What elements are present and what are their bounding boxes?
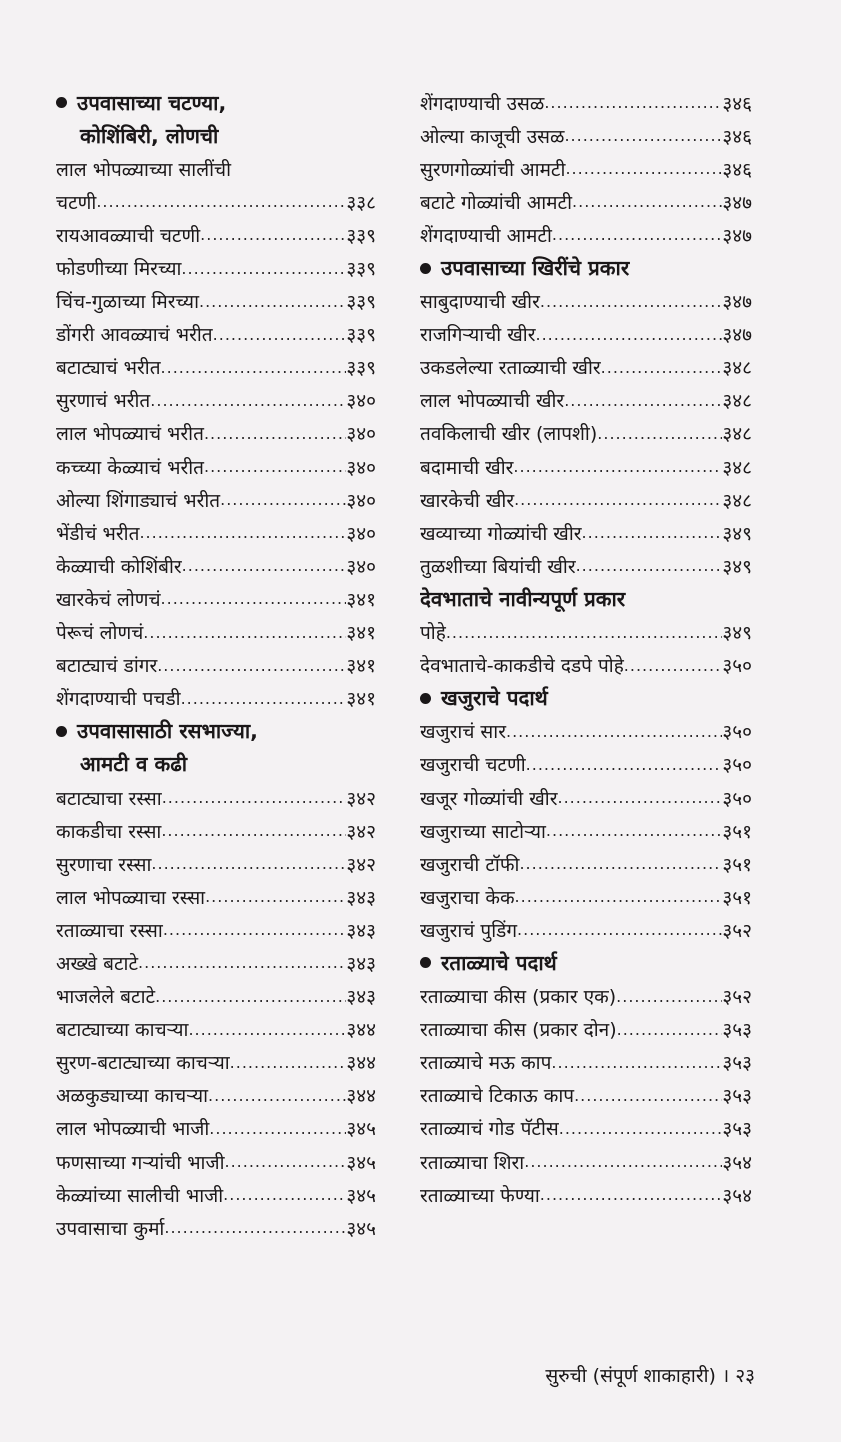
dot-leader	[576, 556, 723, 575]
toc-page-number: ३५१	[722, 886, 752, 909]
dot-leader	[565, 159, 722, 178]
toc-page-number: ३३९	[346, 324, 376, 347]
page-footer: सुरुची (संपूर्ण शाकाहारी) । २३	[545, 1365, 755, 1387]
section-heading-text: उपवासासाठी रसभाज्या,	[77, 719, 258, 744]
toc-entry-name: रताळ्याच्या फेण्या	[420, 1184, 540, 1207]
toc-entry-name: खजुराची टॉफी	[420, 853, 520, 876]
dot-leader	[204, 424, 346, 443]
toc-page-number: ३५४	[722, 1151, 752, 1174]
dot-leader	[557, 788, 722, 807]
toc-entry	[420, 218, 752, 251]
toc-entry	[420, 847, 752, 880]
toc-entry-name: ओल्या काजूची उसळ	[420, 125, 565, 148]
toc-entry-name: काकडीचा रस्सा	[56, 820, 162, 843]
toc-entry-name: रताळ्याचं गोड पॅटीस	[420, 1118, 559, 1141]
toc-entry	[56, 185, 376, 218]
toc-page-number: ३५०	[722, 655, 752, 678]
dot-leader	[161, 358, 347, 377]
section-heading	[56, 86, 376, 119]
toc-page-number: ३४१	[346, 688, 376, 711]
toc-page-number: ३५३	[722, 1019, 752, 1042]
toc-entry-name: बदामाची खीर	[420, 456, 514, 479]
toc-page-number: ३५४	[722, 1184, 752, 1207]
bullet-icon	[420, 693, 431, 704]
section-heading	[420, 946, 752, 979]
toc-page-number: ३४८	[722, 390, 752, 413]
dot-leader	[199, 292, 346, 311]
toc-page-number: ३४०	[346, 423, 376, 446]
toc-entry-name: सुरण-बटाट्याच्या काचऱ्या	[56, 1052, 230, 1075]
toc-page-number: ३४०	[346, 522, 376, 545]
toc-entry-name: खजुराच्या साटोऱ्या	[420, 820, 546, 843]
toc-entry	[56, 516, 376, 549]
toc-entry-name: बटाट्याचं डांगर	[56, 655, 158, 678]
dot-leader	[540, 1185, 723, 1204]
dot-leader	[155, 987, 346, 1006]
bullet-icon	[420, 263, 431, 274]
section-heading-text: खजुराचे पदार्थ	[441, 686, 548, 711]
dot-leader	[143, 623, 346, 642]
toc-page-number: ३५०	[722, 787, 752, 810]
dot-leader	[564, 391, 722, 410]
toc-page-number: ३३८	[346, 191, 376, 214]
toc-entry	[56, 450, 376, 483]
section-heading	[56, 119, 376, 152]
toc-entry	[420, 516, 752, 549]
toc-page-number: ३४१	[346, 655, 376, 678]
toc-entry	[56, 218, 376, 251]
toc-entry-name: रताळ्याचे मऊ काप	[420, 1052, 552, 1075]
dot-leader	[181, 689, 347, 708]
toc-entry	[420, 549, 752, 582]
toc-entry-name: रताळ्याचा शिरा	[420, 1151, 525, 1174]
toc-entry-name: पेरूचं लोणचं	[56, 622, 144, 645]
toc-entry	[420, 483, 752, 516]
dot-leader	[163, 920, 347, 939]
toc-entry	[56, 1112, 376, 1145]
dot-leader	[519, 854, 722, 873]
dot-leader	[223, 1185, 346, 1204]
dot-leader	[157, 656, 346, 675]
toc-page-number: ३४३	[346, 952, 376, 975]
toc-entry	[420, 318, 752, 351]
toc-entry-name: उपवासाचा कुर्मा	[56, 1217, 165, 1240]
toc-text: लाल भोपळ्याच्या सालींची	[56, 158, 232, 181]
toc-text-line	[56, 152, 376, 185]
toc-entry-name: खारकेचं लोणचं	[56, 588, 161, 611]
toc-entry-name: सुरणगोळ्यांची आमटी	[420, 158, 566, 181]
toc-page-number: ३४९	[722, 622, 752, 645]
toc-entry	[56, 1211, 376, 1244]
toc-entry	[420, 781, 752, 814]
toc-entry-name: पोहे	[420, 622, 446, 645]
dot-leader	[559, 1119, 723, 1138]
toc-page-number: ३४०	[346, 555, 376, 578]
toc-entry	[420, 748, 752, 781]
dot-leader	[514, 490, 722, 509]
dot-leader	[213, 325, 347, 344]
dot-leader	[150, 391, 346, 410]
toc-entry	[56, 549, 376, 582]
dot-leader	[544, 93, 722, 112]
toc-entry-name: लाल भोपळ्याचं भरीत	[56, 423, 204, 446]
toc-entry-name: तवकिलाची खीर (लापशी)	[420, 423, 598, 446]
toc-entry	[420, 1079, 752, 1112]
toc-entry	[56, 318, 376, 351]
toc-page-number: ३४१	[346, 588, 376, 611]
toc-page-number: ३५३	[722, 1085, 752, 1108]
dot-leader	[552, 225, 722, 244]
bullet-icon	[56, 726, 67, 737]
dot-leader	[535, 325, 722, 344]
dot-leader	[138, 953, 346, 972]
toc-page-number: ३४७	[722, 324, 752, 347]
toc-entry	[420, 119, 752, 152]
section-heading-text: रताळ्याचे पदार्थ	[441, 950, 557, 975]
toc-entry-name: बटाट्याचं भरीत	[56, 357, 161, 380]
toc-page-number: ३४२	[346, 820, 376, 843]
dot-leader	[230, 1053, 347, 1072]
toc-entry	[420, 351, 752, 384]
toc-entry	[420, 450, 752, 483]
toc-entry	[56, 1046, 376, 1079]
toc-entry-name: राजगिऱ्याची खीर	[420, 324, 536, 347]
toc-entry	[420, 417, 752, 450]
dot-leader	[181, 259, 346, 278]
toc-entry	[420, 880, 752, 913]
toc-page-number: ३४८	[722, 456, 752, 479]
dot-leader	[225, 1152, 347, 1171]
toc-entry-name: देवभाताचे-काकडीचे दडपे पोहे	[420, 655, 624, 678]
toc-entry-name: अख्खे बटाटे	[56, 952, 139, 975]
dot-leader	[506, 722, 722, 741]
toc-entry	[420, 1112, 752, 1145]
toc-entry	[56, 682, 376, 715]
dot-leader	[96, 192, 346, 211]
toc-right-column	[420, 86, 752, 1211]
toc-entry-name: केळ्यांच्या सालीची भाजी	[56, 1184, 224, 1207]
toc-page-number: ३५२	[722, 986, 752, 1009]
toc-entry	[56, 649, 376, 682]
toc-entry	[420, 980, 752, 1013]
toc-page-number: ३४४	[346, 1085, 376, 1108]
dot-leader	[182, 556, 347, 575]
toc-entry	[420, 384, 752, 417]
toc-entry	[56, 1013, 376, 1046]
dot-leader	[601, 358, 723, 377]
toc-entry-name: चटणी	[56, 191, 97, 214]
dot-leader	[526, 755, 723, 774]
toc-entry-name: अळकुड्याच्या काचऱ्या	[56, 1085, 209, 1108]
toc-entry	[56, 251, 376, 284]
section-heading-text: देवभाताचे नावीन्यपूर्ण प्रकार	[420, 586, 626, 611]
toc-entry	[56, 351, 376, 384]
toc-entry	[56, 946, 376, 979]
toc-entry-name: बटाट्याच्या काचऱ्या	[56, 1019, 189, 1042]
toc-entry-name: रताळ्याचा कीस (प्रकार एक)	[420, 986, 617, 1009]
toc-entry	[56, 1079, 376, 1112]
dot-leader	[574, 1086, 722, 1105]
toc-entry-name: खजुराचं सार	[420, 721, 506, 744]
toc-page-number: ३५३	[722, 1052, 752, 1075]
toc-page-number: ३४१	[346, 622, 376, 645]
section-heading	[56, 748, 376, 781]
dot-leader	[204, 457, 346, 476]
toc-entry-name: खजुराचा केक	[420, 886, 515, 909]
dot-leader	[515, 887, 723, 906]
dot-leader	[208, 1086, 346, 1105]
dot-leader	[200, 225, 346, 244]
toc-entry	[420, 285, 752, 318]
toc-page-number: ३४७	[722, 291, 752, 314]
toc-entry-name: भाजलेले बटाटे	[56, 986, 156, 1009]
dot-leader	[546, 821, 722, 840]
toc-entry-name: रायआवळ्याची चटणी	[56, 224, 201, 247]
toc-entry-name: बटाट्याचा रस्सा	[56, 787, 162, 810]
toc-entry	[420, 814, 752, 847]
toc-entry-name: खजूर गोळ्यांची खीर	[420, 787, 558, 810]
dot-leader	[139, 523, 346, 542]
toc-page-number: ३४३	[346, 919, 376, 942]
toc-entry-name: रताळ्याचे टिकाऊ काप	[420, 1085, 575, 1108]
dot-leader	[161, 589, 347, 608]
toc-entry	[56, 616, 376, 649]
dot-leader	[540, 292, 723, 311]
toc-left-column	[56, 86, 376, 1244]
toc-page-number: ३४५	[346, 1118, 376, 1141]
toc-page-number: ३४५	[346, 1184, 376, 1207]
toc-entry-name: उकडलेल्या रताळ्याची खीर	[420, 357, 601, 380]
toc-entry-name: शेंगदाण्याची आमटी	[420, 224, 552, 247]
toc-entry	[56, 285, 376, 318]
toc-entry	[56, 1145, 376, 1178]
toc-entry	[420, 616, 752, 649]
toc-page-number: ३४०	[346, 390, 376, 413]
dot-leader	[517, 920, 722, 939]
toc-entry-name: फोडणीच्या मिरच्या	[56, 258, 182, 281]
toc-page-number: ३५०	[722, 721, 752, 744]
toc-page-number: ३४६	[722, 125, 752, 148]
toc-entry	[56, 582, 376, 615]
dot-leader	[188, 1020, 346, 1039]
bullet-icon	[420, 957, 431, 968]
toc-entry-name: फणसाच्या गऱ्यांची भाजी	[56, 1151, 225, 1174]
toc-entry	[420, 1046, 752, 1079]
dot-leader	[524, 1152, 722, 1171]
section-heading	[420, 582, 752, 615]
toc-entry-name: खजुराची चटणी	[420, 754, 526, 777]
toc-page-number: ३४७	[722, 224, 752, 247]
toc-entry	[56, 980, 376, 1013]
dot-leader	[205, 887, 346, 906]
dot-leader	[220, 490, 346, 509]
toc-entry-name: ओल्या शिंगाड्याचं भरीत	[56, 489, 221, 512]
toc-entry	[56, 913, 376, 946]
dot-leader	[551, 1053, 722, 1072]
section-heading-text: उपवासाच्या खिरींचे प्रकार	[441, 256, 630, 281]
toc-page-number: ३३९	[346, 291, 376, 314]
toc-page-number: ३४४	[346, 1019, 376, 1042]
dot-leader	[161, 821, 346, 840]
toc-page-number: ३४०	[346, 489, 376, 512]
toc-page-number: ३४३	[346, 886, 376, 909]
section-heading-text: आमटी व कढी	[80, 752, 188, 777]
toc-entry-name: भेंडीचं भरीत	[56, 522, 140, 545]
dot-leader	[617, 1020, 723, 1039]
toc-entry-name: सुरणाचा रस्सा	[56, 853, 152, 876]
dot-leader	[624, 656, 723, 675]
toc-page-number: ३४०	[346, 456, 376, 479]
toc-page-number: ३४४	[346, 1052, 376, 1075]
dot-leader	[513, 457, 722, 476]
toc-entry-name: डोंगरी आवळ्याचं भरीत	[56, 324, 213, 347]
toc-entry	[420, 1178, 752, 1211]
toc-page-number: ३४७	[722, 191, 752, 214]
section-heading	[56, 715, 376, 748]
toc-page-number: ३५२	[722, 919, 752, 942]
toc-page-number: ३४८	[722, 423, 752, 446]
dot-leader	[164, 1218, 346, 1237]
toc-entry	[56, 1178, 376, 1211]
toc-entry	[420, 1145, 752, 1178]
toc-entry-name: तुळशीच्या बियांची खीर	[420, 555, 576, 578]
section-heading	[420, 682, 752, 715]
toc-entry-name: खारकेची खीर	[420, 489, 515, 512]
dot-leader	[616, 987, 722, 1006]
toc-entry-name: खजुराचं पुडिंग	[420, 919, 518, 942]
toc-entry	[56, 384, 376, 417]
toc-entry	[56, 417, 376, 450]
toc-entry-name: केळ्याची कोशिंबीर	[56, 555, 182, 578]
toc-entry	[420, 715, 752, 748]
section-heading-text: उपवासाच्या चटण्या,	[77, 90, 227, 115]
toc-entry	[420, 913, 752, 946]
dot-leader	[151, 854, 346, 873]
dot-leader	[597, 424, 722, 443]
toc-page-number: ३३९	[346, 357, 376, 380]
toc-entry-name: शेंगदाण्याची उसळ	[420, 92, 545, 115]
toc-page-number: ३५१	[722, 853, 752, 876]
toc-entry	[420, 649, 752, 682]
toc-entry	[420, 1013, 752, 1046]
toc-page-number: ३४६	[722, 158, 752, 181]
toc-entry	[56, 847, 376, 880]
toc-entry-name: लाल भोपळ्याची भाजी	[56, 1118, 210, 1141]
toc-page-number: ३३९	[346, 224, 376, 247]
dot-leader	[446, 623, 723, 642]
dot-leader	[582, 523, 723, 542]
dot-leader	[162, 788, 347, 807]
toc-entry-name: रताळ्याचा रस्सा	[56, 919, 163, 942]
toc-entry	[56, 880, 376, 913]
toc-entry-name: सुरणाचं भरीत	[56, 390, 151, 413]
toc-entry	[420, 185, 752, 218]
toc-entry	[56, 781, 376, 814]
toc-page-number: ३४९	[722, 555, 752, 578]
toc-page-number: ३४८	[722, 357, 752, 380]
toc-entry-name: चिंच-गुळाच्या मिरच्या	[56, 291, 199, 314]
bullet-icon	[56, 97, 67, 108]
toc-entry-name: साबुदाण्याची खीर	[420, 291, 540, 314]
toc-entry	[56, 814, 376, 847]
toc-page-number: ३४८	[722, 489, 752, 512]
toc-page-number: ३४३	[346, 986, 376, 1009]
dot-leader	[209, 1119, 346, 1138]
toc-entry-name: बटाटे गोळ्यांची आमटी	[420, 191, 573, 214]
toc-page-number: ३४५	[346, 1151, 376, 1174]
toc-entry-name: शेंगदाण्याची पचडी	[56, 688, 181, 711]
toc-entry-name: लाल भोपळ्याचा रस्सा	[56, 886, 206, 909]
section-heading	[420, 251, 752, 284]
toc-entry-name: लाल भोपळ्याची खीर	[420, 390, 565, 413]
toc-entry-name: रताळ्याचा कीस (प्रकार दोन)	[420, 1019, 617, 1042]
toc-page-number: ३४२	[346, 787, 376, 810]
toc-entry	[56, 483, 376, 516]
dot-leader	[572, 192, 722, 211]
section-heading-text: कोशिंबिरी, लोणची	[80, 123, 219, 148]
toc-page-number: ३४५	[346, 1217, 376, 1240]
toc-page-number: ३४२	[346, 853, 376, 876]
toc-page-number: ३३९	[346, 258, 376, 281]
toc-page-number: ३५१	[722, 820, 752, 843]
toc-entry	[420, 152, 752, 185]
toc-entry-name: खव्याच्या गोळ्यांची खीर	[420, 522, 582, 545]
toc-page-number: ३५०	[722, 754, 752, 777]
toc-page-number: ३४९	[722, 522, 752, 545]
toc-page-number: ३५३	[722, 1118, 752, 1141]
toc-entry	[420, 86, 752, 119]
dot-leader	[564, 126, 722, 145]
toc-entry-name: कच्च्या केळ्याचं भरीत	[56, 456, 204, 479]
toc-page-number: ३४६	[722, 92, 752, 115]
